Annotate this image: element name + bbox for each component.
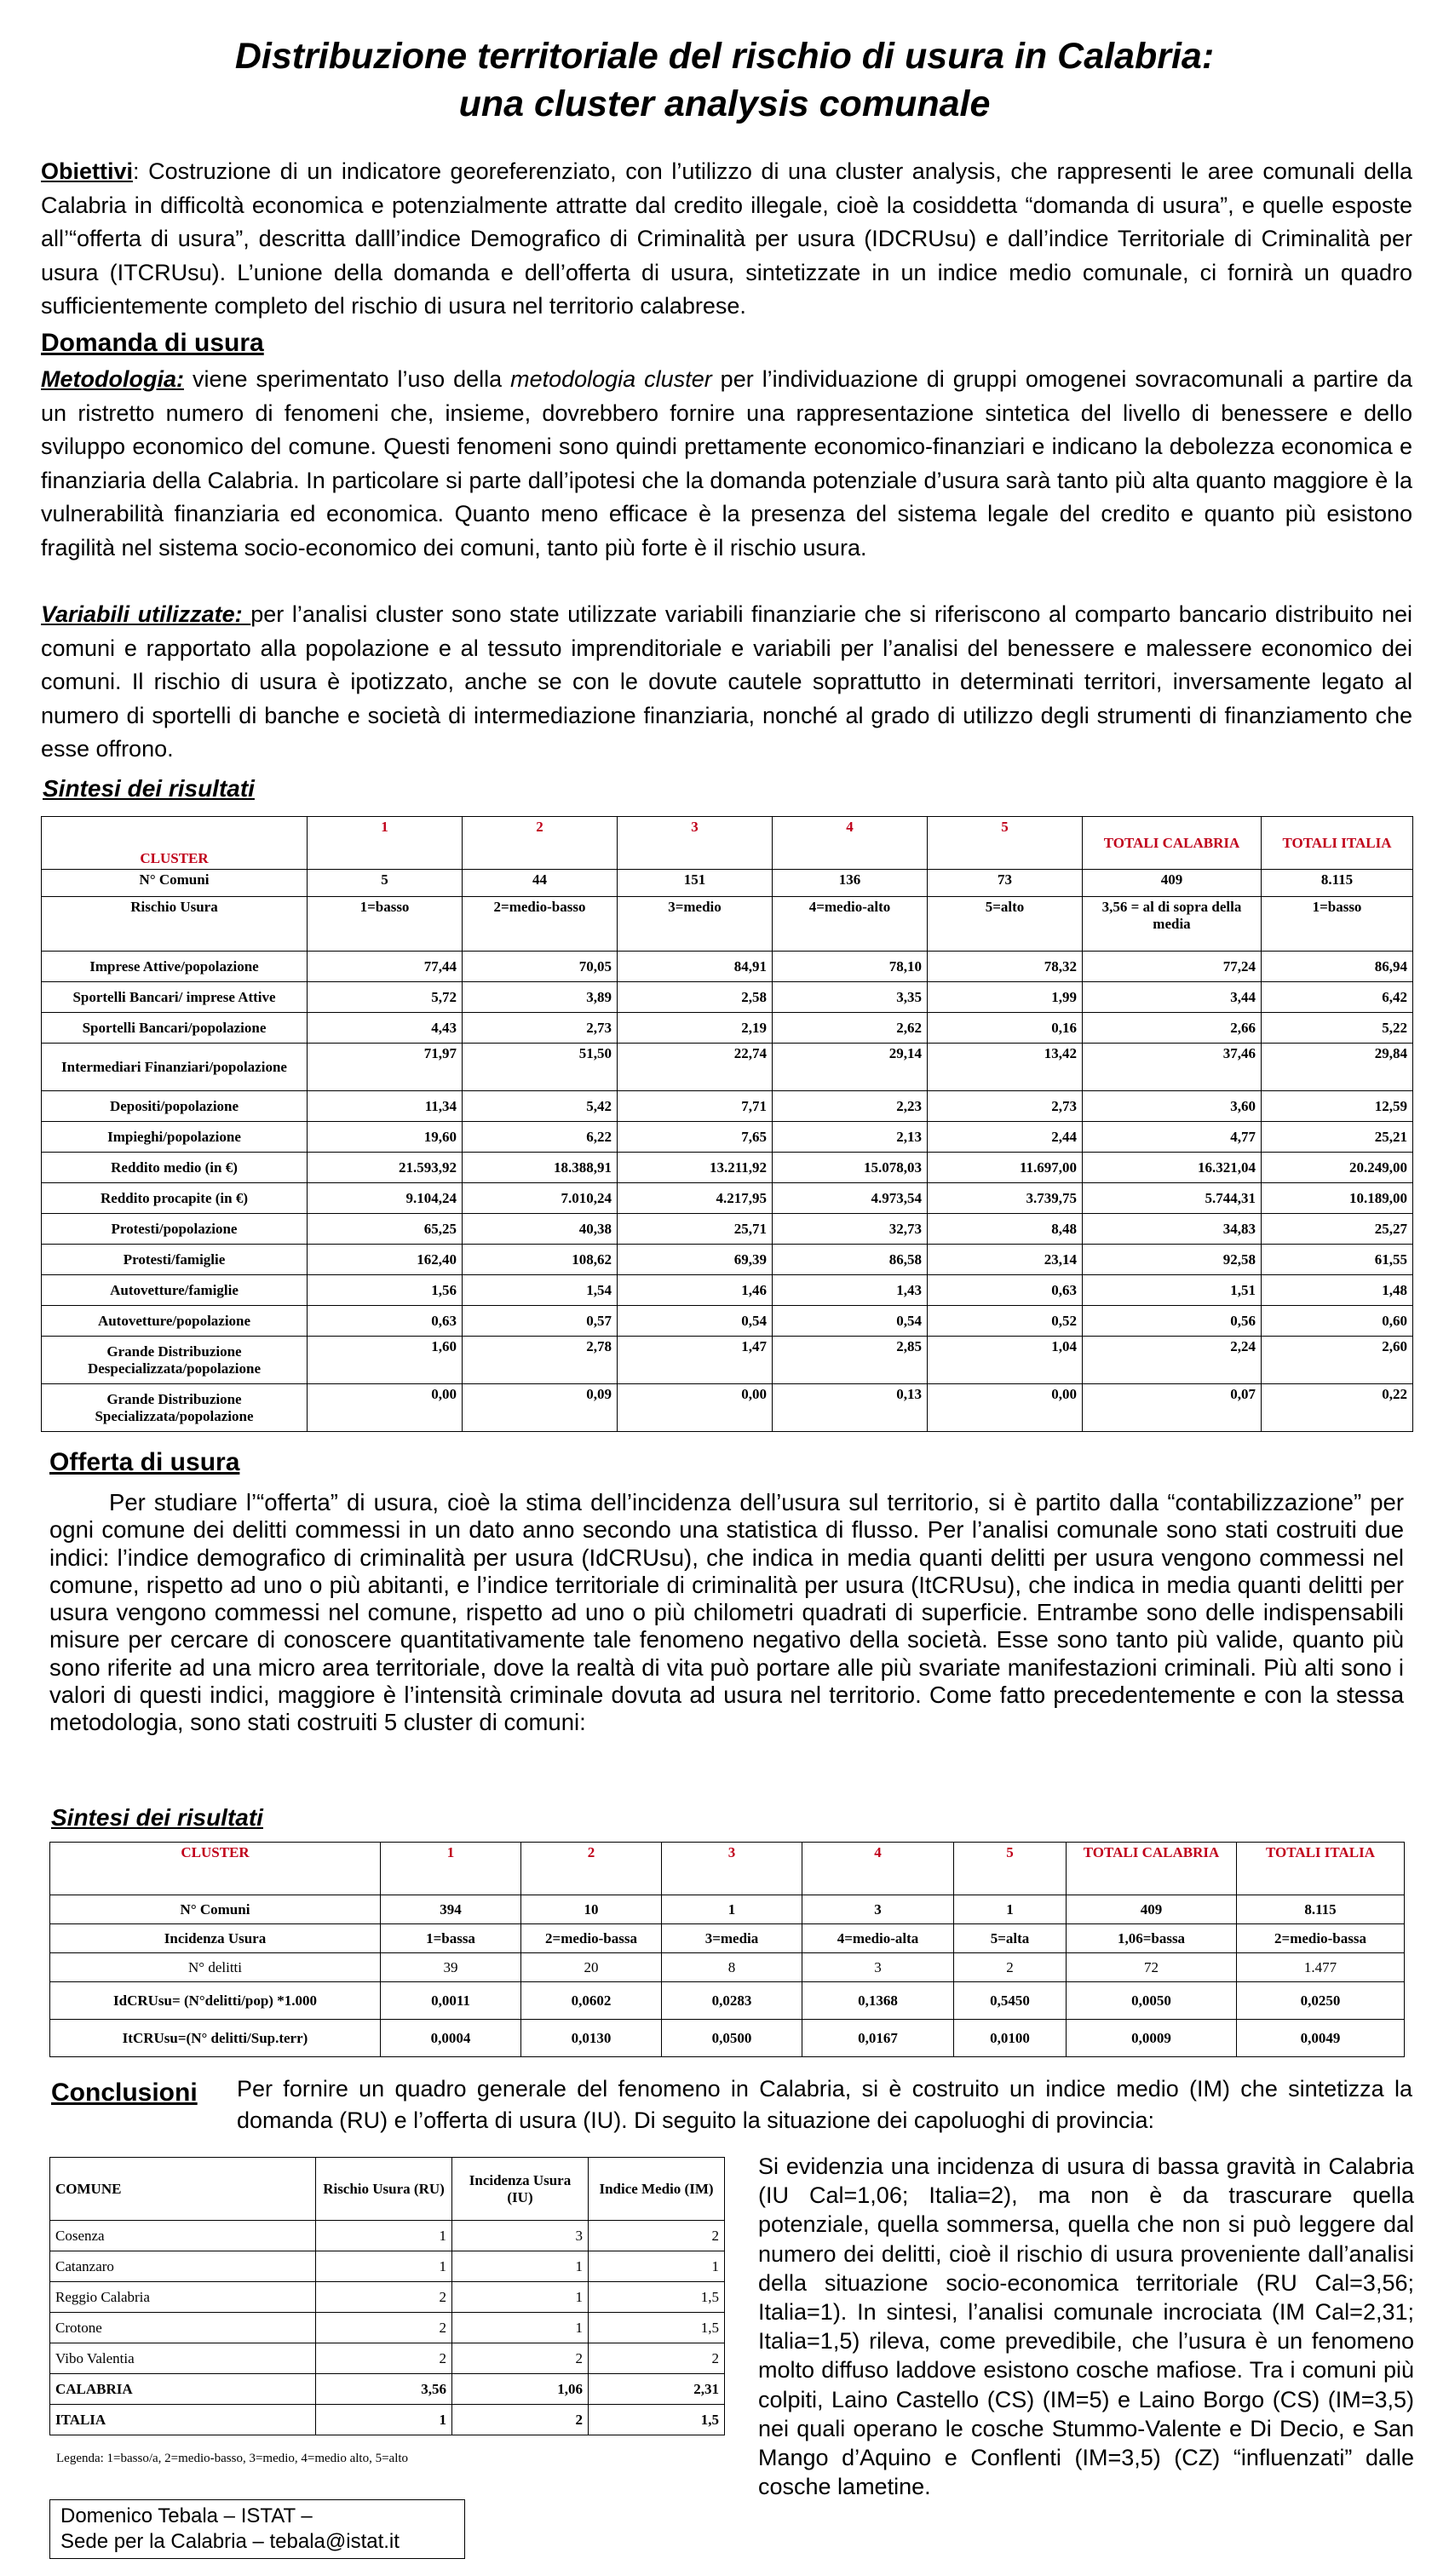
table-cell: 20 bbox=[521, 1953, 662, 1982]
table-cell: 409 bbox=[1067, 1895, 1237, 1924]
table-cell: 1,5 bbox=[589, 2282, 725, 2313]
title-line-2: una cluster analysis comunale bbox=[458, 83, 991, 124]
table-cell: 3,35 bbox=[773, 982, 928, 1013]
header-cell: TOTALI CALABRIA bbox=[1067, 1843, 1237, 1895]
table-cell: 2,31 bbox=[589, 2374, 725, 2405]
table-cell: 78,10 bbox=[773, 952, 928, 982]
header-cell: TOTALI ITALIA bbox=[1262, 817, 1413, 870]
table-cell: 29,84 bbox=[1262, 1044, 1413, 1091]
table-cell: Autovetture/famiglie bbox=[42, 1275, 308, 1306]
table-cell: 4=medio-alto bbox=[773, 897, 928, 952]
table-cell: Catanzaro bbox=[50, 2251, 316, 2282]
table-header-row bbox=[42, 817, 1413, 870]
table-cell: 72 bbox=[1067, 1953, 1237, 1982]
conclusions-paragraph: Si evidenzia una incidenza di usura di bassa gravità in Calabria (IU Cal=1,06; Italia=2), ma non è da trascurare quella potenziale, quella sommersa, quella che non si può leggere dal numero dei delitti, cioè il rischio di usura proveniente dall’analisi della situazione socio-economica territoriale (RU Cal=3,56; Italia=1). In sintesi, l’analisi comunale incrociata (IM Cal=2,31; Italia=1,5) rileva, come prevedibile, che l’usura è un fenomeno molto diffuso laddove esistono cosche mafiose. Tra i comuni più colpiti, Laino Castello (CS) (IM=5) e Laino Borgo (CS) (IM=3,5) nei quali operano le cosche Stummo-Valente e Di Decio, e San Mango d’Aquino e Conflenti (IM=3,5) (CZ) “influenzati” dalle cosche lametine. bbox=[758, 2153, 1414, 2500]
table-row bbox=[50, 2313, 725, 2343]
table-cell: 0,0283 bbox=[662, 1982, 802, 2020]
table-cell: Reggio Calabria bbox=[50, 2282, 316, 2313]
table-cell: 73 bbox=[928, 870, 1083, 897]
table-cell: 0,54 bbox=[618, 1306, 773, 1337]
table-cell: 1,5 bbox=[589, 2405, 725, 2435]
table-cell: 1 bbox=[316, 2251, 452, 2282]
table-cell: 32,73 bbox=[773, 1214, 928, 1245]
table-cell: 8 bbox=[662, 1953, 802, 1982]
table-cell: 151 bbox=[618, 870, 773, 897]
table-cell: Depositi/popolazione bbox=[42, 1091, 308, 1122]
table-row bbox=[42, 1044, 1413, 1091]
table-cell: 0,0050 bbox=[1067, 1982, 1237, 2020]
table-cell: 2,73 bbox=[928, 1091, 1083, 1122]
table-cell: 409 bbox=[1083, 870, 1262, 897]
table-cell: 2,13 bbox=[773, 1122, 928, 1153]
table-cell: Sportelli Bancari/popolazione bbox=[42, 1013, 308, 1044]
table-cell: 1 bbox=[316, 2221, 452, 2251]
table-cell: 51,50 bbox=[463, 1044, 618, 1091]
table-cell: CALABRIA bbox=[50, 2374, 316, 2405]
header-cell: 3 bbox=[618, 817, 773, 870]
table-cell: 0,60 bbox=[1262, 1306, 1413, 1337]
header-cell: CLUSTER bbox=[50, 1843, 381, 1895]
table-cell: 1,60 bbox=[308, 1337, 463, 1384]
table-row bbox=[42, 1337, 1413, 1384]
table-cell: 0,1368 bbox=[802, 1982, 954, 2020]
table-cell: 1,47 bbox=[618, 1337, 773, 1384]
table-cell: Protesti/famiglie bbox=[42, 1245, 308, 1275]
table-cell: IdCRUsu= (N°delitti/pop) *1.000 bbox=[50, 1982, 381, 2020]
methodology-label: Metodologia: bbox=[41, 366, 184, 392]
table-row bbox=[42, 1153, 1413, 1183]
poster-title bbox=[0, 32, 1449, 128]
table-cell: 8,48 bbox=[928, 1214, 1083, 1245]
table-cell: 3,56 bbox=[316, 2374, 452, 2405]
table-cell: 3,89 bbox=[463, 982, 618, 1013]
table-row bbox=[50, 2020, 1405, 2057]
table-cell: 1,43 bbox=[773, 1275, 928, 1306]
table-cell: 3 bbox=[802, 1953, 954, 1982]
table-cell: 0,0049 bbox=[1237, 2020, 1405, 2057]
table-cell: 1=basso bbox=[1262, 897, 1413, 952]
table-cell: 2,19 bbox=[618, 1013, 773, 1044]
table-cell: 8.115 bbox=[1262, 870, 1413, 897]
table-row bbox=[42, 1214, 1413, 1245]
table-cell: 5=alto bbox=[928, 897, 1083, 952]
table-header-row bbox=[50, 1843, 1405, 1895]
table-cell: 2 bbox=[452, 2343, 589, 2374]
header-cell: 2 bbox=[463, 817, 618, 870]
table-cell: 5.744,31 bbox=[1083, 1183, 1262, 1214]
table-cell: 20.249,00 bbox=[1262, 1153, 1413, 1183]
table-cell: 1 bbox=[452, 2251, 589, 2282]
table-cell: Crotone bbox=[50, 2313, 316, 2343]
table-row bbox=[50, 1895, 1405, 1924]
header-cell: 4 bbox=[802, 1843, 954, 1895]
table-cell: 0,54 bbox=[773, 1306, 928, 1337]
table-cell: 0,0011 bbox=[381, 1982, 521, 2020]
table-cell: 86,58 bbox=[773, 1245, 928, 1275]
table-cell: 39 bbox=[381, 1953, 521, 1982]
table-cell: Grande Distribuzione Despecializzata/popolazione bbox=[42, 1337, 308, 1384]
table-cell: 6,42 bbox=[1262, 982, 1413, 1013]
header-cell: Rischio Usura (RU) bbox=[316, 2158, 452, 2221]
table-cell: 11,34 bbox=[308, 1091, 463, 1122]
table-cell: 0,0250 bbox=[1237, 1982, 1405, 2020]
table-cell: 2,58 bbox=[618, 982, 773, 1013]
offer-results-heading: Sintesi dei risultati bbox=[51, 1804, 263, 1831]
table-cell: 4.973,54 bbox=[773, 1183, 928, 1214]
table-cell: Imprese Attive/popolazione bbox=[42, 952, 308, 982]
table-row bbox=[42, 1091, 1413, 1122]
table-cell: 1,06=bassa bbox=[1067, 1924, 1237, 1953]
demand-variables-paragraph bbox=[41, 598, 1412, 767]
table-cell: 44 bbox=[463, 870, 618, 897]
table-cell: Cosenza bbox=[50, 2221, 316, 2251]
table-cell: 13,42 bbox=[928, 1044, 1083, 1091]
table-cell: Reddito procapite (in €) bbox=[42, 1183, 308, 1214]
offer-paragraph bbox=[49, 1489, 1404, 1737]
table-cell: 0,0500 bbox=[662, 2020, 802, 2057]
variables-label: Variabili utilizzate: bbox=[41, 601, 251, 627]
table-cell: 1,51 bbox=[1083, 1275, 1262, 1306]
table-cell: N° Comuni bbox=[50, 1895, 381, 1924]
variables-text: per l’analisi cluster sono state utilizzate variabili finanziarie che si riferiscono al comparto bancario distribuito nei comuni e rapportato alla popolazione e al tessuto imprenditoriale e variabili per l’analisi del benessere e malessere economico dei comuni. Il rischio di usura è ipotizzato, anche se con le dovute cautele soprattutto in determinati territori, inversamente legato al numero di sportelli di banche e società di intermediazione finanziaria, nonché al grado di utilizzo degli strumenti di finanziamento che esse offrono. bbox=[41, 601, 1413, 762]
table-cell: 1 bbox=[589, 2251, 725, 2282]
header-cell: TOTALI CALABRIA bbox=[1083, 817, 1262, 870]
table-row bbox=[42, 982, 1413, 1013]
table-cell: 1 bbox=[452, 2282, 589, 2313]
table-cell: 1,06 bbox=[452, 2374, 589, 2405]
table-cell: 5=alta bbox=[954, 1924, 1067, 1953]
table-cell: 25,27 bbox=[1262, 1214, 1413, 1245]
table-cell: 11.697,00 bbox=[928, 1153, 1083, 1183]
table-cell: 0,22 bbox=[1262, 1384, 1413, 1432]
table-cell: 12,59 bbox=[1262, 1091, 1413, 1122]
table-row bbox=[50, 2374, 725, 2405]
table-row bbox=[50, 2405, 725, 2435]
table-cell: 84,91 bbox=[618, 952, 773, 982]
table-cell: ITALIA bbox=[50, 2405, 316, 2435]
table-cell: 15.078,03 bbox=[773, 1153, 928, 1183]
table-cell: 16.321,04 bbox=[1083, 1153, 1262, 1183]
table-cell: N° Comuni bbox=[42, 870, 308, 897]
table-cell: Impieghi/popolazione bbox=[42, 1122, 308, 1153]
table-cell: 1 bbox=[316, 2405, 452, 2435]
table-cell: 1=bassa bbox=[381, 1924, 521, 1953]
header-cell: 1 bbox=[381, 1843, 521, 1895]
objectives-heading: Obiettivi bbox=[41, 158, 134, 184]
table-cell: 5,72 bbox=[308, 982, 463, 1013]
table-cell: 0,52 bbox=[928, 1306, 1083, 1337]
demand-heading: Domanda di usura bbox=[41, 329, 264, 357]
methodology-post: per l’individuazione di gruppi omogenei sovracomunali a partire da un ristretto numero di fenomeni che, insieme, dovrebbero fornire una rappresentazione sintetica del livello di benessere e dello sviluppo economico del comune. Questi fenomeni sono quindi prettamente economico-finanziari e indicano la debolezza economica e finanziaria della Calabria. In particolare si parte dall’ipotesi che la domanda potenziale d’usura sarà tanto più alta quanto maggiore è la vulnerabilità finanziaria ed economica. Quanto meno efficace è la presenza del sistema legale del credito e quanto più esistono fragilità nel sistema socio-economico dei comuni, tanto più forte è il rischio usura. bbox=[41, 366, 1412, 561]
table-cell: Vibo Valentia bbox=[50, 2343, 316, 2374]
table-cell: 6,22 bbox=[463, 1122, 618, 1153]
table-cell: 8.115 bbox=[1237, 1895, 1405, 1924]
header-cell: Indice Medio (IM) bbox=[589, 2158, 725, 2221]
offer-text: Per studiare l’“offerta” di usura, cioè la stima dell’incidenza dell’usura sul territorio, si è partito dalla “contabilizzazione” per ogni comune dei delitti commessi in un dato anno secondo una statistica di flusso. Per l’analisi comunale sono stati costruiti due indici: l’indice demografico di criminalità per usura (IdCRUsu), che indica in media quanti delitti per usura vengono commessi nel comune, rispetto ad uno o più abitanti, e l’indice territoriale di criminalità per usura (ItCRUsu), che indica in media quanti delitti per usura vengono commessi nel comune, rispetto ad uno o più chilometri quadrati di superficie. Entrambe sono delle indispensabili misure per cercare di conoscere quantitativamente tale fenomeno negativo della società. Esse sono tanto più valide, quanto più sono riferite ad una micro area territoriale, dove la realtà di vita può portare alle più svariate manifestazioni criminali. Più alti sono i valori di questi indici, maggiore è l’intensità criminale dovuta ad usura nel territorio. Come fatto precedentemente e con la stessa metodologia, sono stati costruiti 5 cluster di comuni: bbox=[49, 1489, 1404, 1736]
table-cell: 4.217,95 bbox=[618, 1183, 773, 1214]
conclusions-intro: Per fornire un quadro generale del fenomeno in Calabria, si è costruito un indice medio (IM) che sintetizza la domanda (RU) e l’offerta di usura (IU). Di seguito la situazione dei capoluoghi di provincia: bbox=[237, 2076, 1412, 2133]
author-box bbox=[49, 2499, 465, 2559]
table-cell: 0,00 bbox=[928, 1384, 1083, 1432]
table-cell: 5,42 bbox=[463, 1091, 618, 1122]
table-cell: Intermediari Finanziari/popolazione bbox=[42, 1044, 308, 1091]
table-cell: 65,25 bbox=[308, 1214, 463, 1245]
table-cell: 9.104,24 bbox=[308, 1183, 463, 1214]
table-cell: 2=medio-bassa bbox=[521, 1924, 662, 1953]
table-row bbox=[42, 897, 1413, 952]
table-cell: 2,24 bbox=[1083, 1337, 1262, 1384]
table-cell: 2 bbox=[589, 2221, 725, 2251]
table-row bbox=[50, 2282, 725, 2313]
table-cell: 61,55 bbox=[1262, 1245, 1413, 1275]
table-cell: 1,56 bbox=[308, 1275, 463, 1306]
table-cell: 2 bbox=[316, 2343, 452, 2374]
capoluoghi-table bbox=[49, 2157, 725, 2435]
table-row bbox=[50, 2343, 725, 2374]
table-cell: 0,57 bbox=[463, 1306, 618, 1337]
table-cell: 7.010,24 bbox=[463, 1183, 618, 1214]
table-cell: 2,60 bbox=[1262, 1337, 1413, 1384]
table-cell: 3=medio bbox=[618, 897, 773, 952]
demand-results-heading: Sintesi dei risultati bbox=[43, 775, 255, 802]
table-cell: 2,73 bbox=[463, 1013, 618, 1044]
table-cell: 2,23 bbox=[773, 1091, 928, 1122]
table-cell: 92,58 bbox=[1083, 1245, 1262, 1275]
table-row bbox=[42, 1122, 1413, 1153]
table-row bbox=[50, 1953, 1405, 1982]
table-cell: 1,46 bbox=[618, 1275, 773, 1306]
table-cell: 3,60 bbox=[1083, 1091, 1262, 1122]
table-cell: 37,46 bbox=[1083, 1044, 1262, 1091]
table-cell: Grande Distribuzione Specializzata/popolazione bbox=[42, 1384, 308, 1432]
table-cell: 0,56 bbox=[1083, 1306, 1262, 1337]
methodology-italic: metodologia cluster bbox=[510, 366, 712, 392]
table-cell: 77,24 bbox=[1083, 952, 1262, 982]
demand-methodology-paragraph bbox=[41, 363, 1412, 565]
table-cell: 1,99 bbox=[928, 982, 1083, 1013]
table-cell: Incidenza Usura bbox=[50, 1924, 381, 1953]
table-cell: 18.388,91 bbox=[463, 1153, 618, 1183]
table-cell: 0,00 bbox=[618, 1384, 773, 1432]
header-cell: 2 bbox=[521, 1843, 662, 1895]
offer-results-table bbox=[49, 1842, 1405, 2057]
table-row bbox=[50, 2251, 725, 2282]
author-line-1: Domenico Tebala – ISTAT – bbox=[60, 2504, 313, 2527]
table-cell: 162,40 bbox=[308, 1245, 463, 1275]
table-cell: 78,32 bbox=[928, 952, 1083, 982]
table-cell: 3,44 bbox=[1083, 982, 1262, 1013]
table-cell: 2 bbox=[316, 2313, 452, 2343]
table-legend: Legenda: 1=basso/a, 2=medio-basso, 3=medio, 4=medio alto, 5=alto bbox=[56, 2452, 409, 2465]
table-cell: 0,0602 bbox=[521, 1982, 662, 2020]
table-cell: 0,0130 bbox=[521, 2020, 662, 2057]
table-cell: N° delitti bbox=[50, 1953, 381, 1982]
table-cell: 69,39 bbox=[618, 1245, 773, 1275]
table-cell: 70,05 bbox=[463, 952, 618, 982]
table-cell: ItCRUsu=(N° delitti/Sup.terr) bbox=[50, 2020, 381, 2057]
table-cell: 21.593,92 bbox=[308, 1153, 463, 1183]
table-row bbox=[42, 1306, 1413, 1337]
table-cell: 2 bbox=[316, 2282, 452, 2313]
table-cell: 29,14 bbox=[773, 1044, 928, 1091]
table-cell: Rischio Usura bbox=[42, 897, 308, 952]
table-cell: 4=medio-alta bbox=[802, 1924, 954, 1953]
header-cell: COMUNE bbox=[50, 2158, 316, 2221]
table-cell: 22,74 bbox=[618, 1044, 773, 1091]
table-cell: 3 bbox=[452, 2221, 589, 2251]
table-cell: 86,94 bbox=[1262, 952, 1413, 982]
header-cell: 1 bbox=[308, 817, 463, 870]
author-line-2: Sede per la Calabria – tebala@istat.it bbox=[60, 2530, 400, 2553]
table-cell: 2,78 bbox=[463, 1337, 618, 1384]
table-row bbox=[42, 870, 1413, 897]
table-cell: 1.477 bbox=[1237, 1953, 1405, 1982]
table-cell: 77,44 bbox=[308, 952, 463, 982]
table-cell: 0,00 bbox=[308, 1384, 463, 1432]
table-cell: 3.739,75 bbox=[928, 1183, 1083, 1214]
table-cell: 19,60 bbox=[308, 1122, 463, 1153]
table-cell: 2 bbox=[452, 2405, 589, 2435]
table-cell: 7,65 bbox=[618, 1122, 773, 1153]
table-row bbox=[42, 952, 1413, 982]
table-cell: 0,63 bbox=[928, 1275, 1083, 1306]
table-row bbox=[50, 1982, 1405, 2020]
table-cell: 25,71 bbox=[618, 1214, 773, 1245]
table-cell: 1 bbox=[954, 1895, 1067, 1924]
table-cell: 10 bbox=[521, 1895, 662, 1924]
table-cell: Reddito medio (in €) bbox=[42, 1153, 308, 1183]
table-cell: Autovetture/popolazione bbox=[42, 1306, 308, 1337]
demand-results-table bbox=[41, 816, 1413, 1432]
table-cell: 0,5450 bbox=[954, 1982, 1067, 2020]
table-cell: 0,0004 bbox=[381, 2020, 521, 2057]
table-cell: 4,77 bbox=[1083, 1122, 1262, 1153]
header-cell: 3 bbox=[662, 1843, 802, 1895]
table-cell: 1 bbox=[662, 1895, 802, 1924]
table-cell: 1,48 bbox=[1262, 1275, 1413, 1306]
table-cell: 4,43 bbox=[308, 1013, 463, 1044]
objectives-text: : Costruzione di un indicatore georeferenziato, con l’utilizzo di una cluster analysis, che rappresenti le aree comunali della Calabria in difficoltà economica e potenzialmente attratte dal credito illegale, cioè la cosiddetta “domanda di usura”, e quelle esposte all’“offerta di usura”, descritta dalll’indice Demografico di Criminalità per usura (IDCRUsu) e dall’indice Territoriale di Criminalità per usura (ITCRUsu). L’unione della domanda e dell’offerta di usura, sintetizzate in un indice medio comunale, ci fornirà un quadro sufficientemente completo del rischio di usura nel territorio calabrese. bbox=[41, 158, 1412, 319]
table-cell: 23,14 bbox=[928, 1245, 1083, 1275]
table-cell: 0,0167 bbox=[802, 2020, 954, 2057]
table-cell: 0,63 bbox=[308, 1306, 463, 1337]
table-cell: Protesti/popolazione bbox=[42, 1214, 308, 1245]
table-cell: 0,16 bbox=[928, 1013, 1083, 1044]
objectives-paragraph bbox=[41, 155, 1412, 324]
header-cell: Incidenza Usura (IU) bbox=[452, 2158, 589, 2221]
header-cell: CLUSTER bbox=[42, 817, 308, 870]
methodology-pre: viene sperimentato l’uso della bbox=[183, 366, 511, 392]
header-cell: 5 bbox=[928, 817, 1083, 870]
conclusions-heading: Conclusioni bbox=[51, 2079, 198, 2107]
header-cell: 5 bbox=[954, 1843, 1067, 1895]
table-cell: 1 bbox=[452, 2313, 589, 2343]
table-cell: 2=medio-bassa bbox=[1237, 1924, 1405, 1953]
table-row bbox=[42, 1275, 1413, 1306]
table-cell: 34,83 bbox=[1083, 1214, 1262, 1245]
table-cell: Sportelli Bancari/ imprese Attive bbox=[42, 982, 308, 1013]
table-cell: 40,38 bbox=[463, 1214, 618, 1245]
table-cell: 1,5 bbox=[589, 2313, 725, 2343]
table-cell: 108,62 bbox=[463, 1245, 618, 1275]
table-cell: 0,09 bbox=[463, 1384, 618, 1432]
table-row bbox=[42, 1245, 1413, 1275]
table-cell: 2 bbox=[954, 1953, 1067, 1982]
table-cell: 3,56 = al di sopra della media bbox=[1083, 897, 1262, 952]
table-cell: 0,07 bbox=[1083, 1384, 1262, 1432]
table-row bbox=[42, 1183, 1413, 1214]
table-row bbox=[50, 2221, 725, 2251]
table-cell: 5 bbox=[308, 870, 463, 897]
table-cell: 10.189,00 bbox=[1262, 1183, 1413, 1214]
title-line-1: Distribuzione territoriale del rischio di usura in Calabria: bbox=[234, 36, 1215, 77]
table-cell: 2,66 bbox=[1083, 1013, 1262, 1044]
table-cell: 71,97 bbox=[308, 1044, 463, 1091]
table-cell: 3 bbox=[802, 1895, 954, 1924]
table-cell: 3=media bbox=[662, 1924, 802, 1953]
table-cell: 2=medio-basso bbox=[463, 897, 618, 952]
table-cell: 13.211,92 bbox=[618, 1153, 773, 1183]
table-row bbox=[42, 1384, 1413, 1432]
header-cell: 4 bbox=[773, 817, 928, 870]
header-cell: TOTALI ITALIA bbox=[1237, 1843, 1405, 1895]
table-cell: 0,0009 bbox=[1067, 2020, 1237, 2057]
table-cell: 2,85 bbox=[773, 1337, 928, 1384]
table-cell: 1,54 bbox=[463, 1275, 618, 1306]
table-cell: 136 bbox=[773, 870, 928, 897]
table-cell: 394 bbox=[381, 1895, 521, 1924]
table-header-row bbox=[50, 2158, 725, 2221]
table-cell: 1=basso bbox=[308, 897, 463, 952]
table-cell: 0,13 bbox=[773, 1384, 928, 1432]
table-cell: 1,04 bbox=[928, 1337, 1083, 1384]
table-row bbox=[50, 1924, 1405, 1953]
table-cell: 2 bbox=[589, 2343, 725, 2374]
table-cell: 0,0100 bbox=[954, 2020, 1067, 2057]
table-cell: 5,22 bbox=[1262, 1013, 1413, 1044]
table-cell: 7,71 bbox=[618, 1091, 773, 1122]
table-cell: 2,62 bbox=[773, 1013, 928, 1044]
offer-heading: Offerta di usura bbox=[49, 1448, 240, 1476]
table-cell: 25,21 bbox=[1262, 1122, 1413, 1153]
table-row bbox=[42, 1013, 1413, 1044]
table-cell: 2,44 bbox=[928, 1122, 1083, 1153]
